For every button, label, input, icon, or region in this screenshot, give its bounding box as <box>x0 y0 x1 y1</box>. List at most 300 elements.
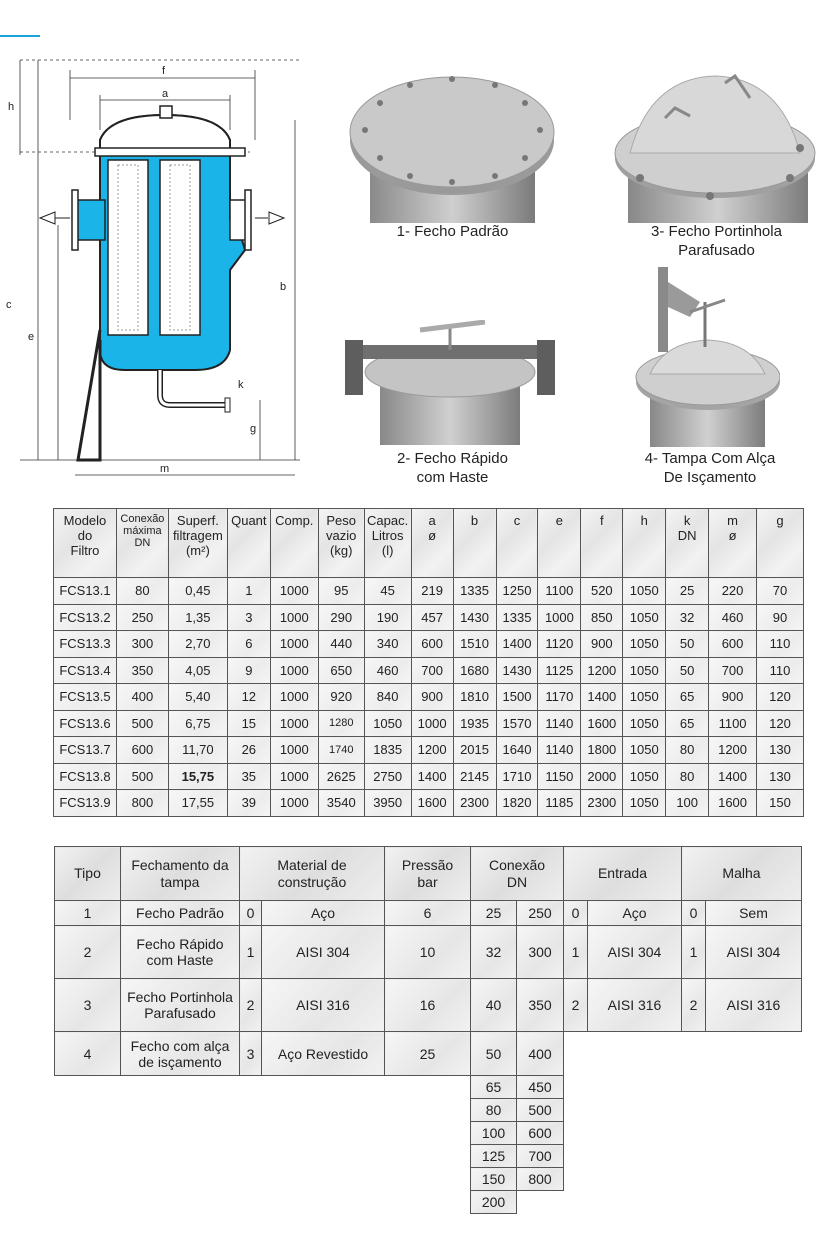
empty-cell <box>517 1191 564 1214</box>
table-cell: FCS13.2 <box>54 604 117 631</box>
dim-label-a: a <box>162 88 169 100</box>
empty-cell <box>240 1122 262 1145</box>
spec-header-cell: Superf. filtragem (m²) <box>168 509 227 578</box>
table-cell: 219 <box>411 578 453 605</box>
table-cell: 1050 <box>623 684 666 711</box>
spec-header-cell: m ø <box>709 509 757 578</box>
empty-cell <box>55 1191 121 1214</box>
table-cell: 700 <box>411 657 453 684</box>
table-cell: 350 <box>116 657 168 684</box>
material-name: Aço <box>262 901 385 926</box>
table-cell: FCS13.7 <box>54 737 117 764</box>
spec-header-cell: k DN <box>666 509 709 578</box>
table-cell: 650 <box>318 657 364 684</box>
table-row <box>55 1168 802 1191</box>
table-cell: 1500 <box>496 684 538 711</box>
dim-label-m: m <box>160 463 170 475</box>
entrada-code: 2 <box>564 979 588 1032</box>
table-cell: 300 <box>116 631 168 658</box>
empty-cell <box>121 1076 240 1099</box>
table-cell: 900 <box>709 684 757 711</box>
table-cell: 1000 <box>270 578 318 605</box>
table-cell: 1 <box>227 578 270 605</box>
spec-table <box>53 508 804 817</box>
tipo-code: 2 <box>55 926 121 979</box>
caption-fecho-padrao <box>345 222 560 241</box>
table-cell: 50 <box>666 631 709 658</box>
table-cell: 1000 <box>270 763 318 790</box>
table-cell: 1680 <box>453 657 496 684</box>
empty-cell <box>385 1145 471 1168</box>
table-cell: 1000 <box>270 790 318 817</box>
table-row <box>55 926 802 979</box>
table-cell: 2300 <box>581 790 623 817</box>
empty-cell <box>55 1168 121 1191</box>
material-code: 3 <box>240 1032 262 1076</box>
conexao-value: 65 <box>471 1076 517 1099</box>
table-cell: 1600 <box>581 710 623 737</box>
table-cell: 1000 <box>411 710 453 737</box>
conexao-value: 450 <box>517 1076 564 1099</box>
table-cell: 1140 <box>538 710 581 737</box>
table-cell: 1000 <box>538 604 581 631</box>
caption-line: 1- Fecho Padrão <box>396 223 509 240</box>
empty-cell <box>682 1122 706 1145</box>
table-cell: 1810 <box>453 684 496 711</box>
table-cell: 920 <box>318 684 364 711</box>
table-cell: 1000 <box>270 631 318 658</box>
table-cell: 1050 <box>364 710 411 737</box>
empty-cell <box>262 1099 385 1122</box>
table-cell: 1400 <box>709 763 757 790</box>
empty-cell <box>564 1099 588 1122</box>
empty-cell <box>240 1099 262 1122</box>
table-cell: 32 <box>666 604 709 631</box>
table-cell: 400 <box>116 684 168 711</box>
conexao-value: 600 <box>517 1122 564 1145</box>
table-row <box>55 1032 802 1076</box>
tipo-fechamento: Fecho Rápido com Haste <box>121 926 240 979</box>
tipo-fechamento: Fecho Portinhola Parafusado <box>121 979 240 1032</box>
entrada-name: AISI 316 <box>588 979 682 1032</box>
pressao-value: 25 <box>385 1032 471 1076</box>
caption-line: 3- Fecho Portinhola <box>651 223 782 240</box>
empty-cell <box>385 1191 471 1214</box>
empty-cell <box>385 1168 471 1191</box>
table-row <box>55 979 802 1032</box>
table-cell: 1400 <box>496 631 538 658</box>
table-cell: 1100 <box>709 710 757 737</box>
table-cell: 1820 <box>496 790 538 817</box>
table-cell: 1935 <box>453 710 496 737</box>
table-cell: FCS13.6 <box>54 710 117 737</box>
code-header-fechamento: Fechamento da tampa <box>121 847 240 901</box>
empty-cell <box>121 1099 240 1122</box>
table-row <box>54 790 804 817</box>
spec-header-cell: Modelo do Filtro <box>54 509 117 578</box>
conexao-value: 700 <box>517 1145 564 1168</box>
empty-cell <box>564 1145 588 1168</box>
empty-cell <box>55 1099 121 1122</box>
table-cell: 110 <box>757 657 804 684</box>
table-cell: 500 <box>116 763 168 790</box>
empty-cell <box>240 1168 262 1191</box>
empty-cell <box>121 1122 240 1145</box>
spec-header-cell: f <box>581 509 623 578</box>
table-cell: 900 <box>411 684 453 711</box>
tipo-code: 1 <box>55 901 121 926</box>
empty-cell <box>55 1122 121 1145</box>
entrada-code: 0 <box>564 901 588 926</box>
code-table <box>54 846 802 1214</box>
table-cell: 600 <box>709 631 757 658</box>
table-cell: FCS13.5 <box>54 684 117 711</box>
empty-cell <box>682 1191 706 1214</box>
code-header-pressao: Pressão bar <box>385 847 471 901</box>
table-cell: 440 <box>318 631 364 658</box>
pressao-value: 10 <box>385 926 471 979</box>
table-cell: 120 <box>757 710 804 737</box>
table-cell: 220 <box>709 578 757 605</box>
table-cell: 5,40 <box>168 684 227 711</box>
table-cell: 700 <box>709 657 757 684</box>
table-cell: 1710 <box>496 763 538 790</box>
dim-label-c: c <box>6 299 12 311</box>
table-cell: 1050 <box>623 657 666 684</box>
material-code: 2 <box>240 979 262 1032</box>
table-cell: 2625 <box>318 763 364 790</box>
table-cell: 1640 <box>496 737 538 764</box>
table-row <box>55 1076 802 1099</box>
table-cell: 1185 <box>538 790 581 817</box>
table-cell: 290 <box>318 604 364 631</box>
spec-table-body <box>54 578 804 817</box>
pressao-value: 6 <box>385 901 471 926</box>
empty-cell <box>588 1032 682 1076</box>
spec-header-cell: Peso vazio (kg) <box>318 509 364 578</box>
spec-header-cell: h <box>623 509 666 578</box>
conexao-value: 40 <box>471 979 517 1032</box>
table-cell: 3950 <box>364 790 411 817</box>
table-cell: 340 <box>364 631 411 658</box>
table-cell: 6,75 <box>168 710 227 737</box>
table-cell: 190 <box>364 604 411 631</box>
conexao-value: 100 <box>471 1122 517 1145</box>
conexao-value: 80 <box>471 1099 517 1122</box>
table-row <box>55 901 802 926</box>
table-cell: 500 <box>116 710 168 737</box>
empty-cell <box>121 1168 240 1191</box>
table-row <box>54 763 804 790</box>
table-cell: 1570 <box>496 710 538 737</box>
table-cell: 1170 <box>538 684 581 711</box>
material-name: AISI 316 <box>262 979 385 1032</box>
malha-name: AISI 304 <box>706 926 802 979</box>
spec-header-cell: Capac. Litros (l) <box>364 509 411 578</box>
table-cell: 1800 <box>581 737 623 764</box>
table-cell: 1430 <box>496 657 538 684</box>
table-cell: 25 <box>666 578 709 605</box>
table-cell: 2015 <box>453 737 496 764</box>
empty-cell <box>682 1145 706 1168</box>
empty-cell <box>564 1032 588 1076</box>
conexao-value: 32 <box>471 926 517 979</box>
table-cell: 150 <box>757 790 804 817</box>
table-cell: 95 <box>318 578 364 605</box>
material-name: AISI 304 <box>262 926 385 979</box>
dim-label-g: g <box>250 423 257 435</box>
table-cell: 2,70 <box>168 631 227 658</box>
table-cell: 460 <box>709 604 757 631</box>
caption-line: Parafusado <box>678 242 755 259</box>
table-cell: 100 <box>666 790 709 817</box>
empty-cell <box>262 1191 385 1214</box>
empty-cell <box>240 1145 262 1168</box>
image-fecho-portinhola <box>610 68 823 223</box>
conexao-value: 800 <box>517 1168 564 1191</box>
empty-cell <box>262 1145 385 1168</box>
table-cell: 2000 <box>581 763 623 790</box>
table-cell: 1000 <box>270 710 318 737</box>
table-cell: FCS13.1 <box>54 578 117 605</box>
table-cell: FCS13.8 <box>54 763 117 790</box>
table-cell: 1000 <box>270 657 318 684</box>
tipo-code: 4 <box>55 1032 121 1076</box>
table-cell: 17,55 <box>168 790 227 817</box>
table-cell: 4,05 <box>168 657 227 684</box>
empty-cell <box>385 1099 471 1122</box>
code-header-entrada: Entrada <box>564 847 682 901</box>
table-cell: 250 <box>116 604 168 631</box>
table-cell: 80 <box>666 737 709 764</box>
table-row <box>55 1099 802 1122</box>
empty-cell <box>588 1076 682 1099</box>
code-header-conexao: Conexão DN <box>471 847 564 901</box>
empty-cell <box>385 1076 471 1099</box>
conexao-value: 150 <box>471 1168 517 1191</box>
spec-header-cell: Conexão máxima DN <box>116 509 168 578</box>
conexao-value: 300 <box>517 926 564 979</box>
caption-tampa-alca <box>610 449 810 487</box>
empty-cell <box>262 1076 385 1099</box>
entrada-name: AISI 304 <box>588 926 682 979</box>
pressao-value: 16 <box>385 979 471 1032</box>
spec-header-cell: c <box>496 509 538 578</box>
image-fecho-padrao <box>345 68 560 223</box>
table-cell: 80 <box>116 578 168 605</box>
caption-fecho-rapido <box>345 449 560 487</box>
table-cell: 1000 <box>270 684 318 711</box>
table-cell: 26 <box>227 737 270 764</box>
spec-header-cell: Quant <box>227 509 270 578</box>
table-cell: 1000 <box>270 604 318 631</box>
tipo-fechamento: Fecho com alça de isçamento <box>121 1032 240 1076</box>
table-cell: 1510 <box>453 631 496 658</box>
image-fecho-rapido <box>345 320 560 445</box>
table-cell: 2145 <box>453 763 496 790</box>
table-row <box>54 631 804 658</box>
table-row <box>54 737 804 764</box>
table-cell: 1740 <box>318 737 364 764</box>
table-row <box>54 657 804 684</box>
entrada-name: Aço <box>588 901 682 926</box>
conexao-value: 350 <box>517 979 564 1032</box>
table-cell: 1050 <box>623 710 666 737</box>
code-header-material: Material de construção <box>240 847 385 901</box>
table-cell: 12 <box>227 684 270 711</box>
table-cell: 2750 <box>364 763 411 790</box>
conexao-value: 250 <box>517 901 564 926</box>
table-cell: 120 <box>757 684 804 711</box>
empty-cell <box>588 1122 682 1145</box>
empty-cell <box>706 1122 802 1145</box>
empty-cell <box>55 1076 121 1099</box>
empty-cell <box>706 1145 802 1168</box>
spec-table-header <box>54 509 804 578</box>
table-row <box>55 1122 802 1145</box>
table-cell: 1000 <box>270 737 318 764</box>
empty-cell <box>240 1076 262 1099</box>
table-cell: 1400 <box>581 684 623 711</box>
table-cell: 1400 <box>411 763 453 790</box>
table-cell: 1200 <box>581 657 623 684</box>
caption-line: 4- Tampa Com Alça <box>644 450 776 467</box>
table-cell: 1250 <box>496 578 538 605</box>
table-cell: 3 <box>227 604 270 631</box>
table-cell: FCS13.3 <box>54 631 117 658</box>
table-cell: 1050 <box>623 737 666 764</box>
caption-line: 2- Fecho Rápido <box>397 450 508 467</box>
empty-cell <box>262 1168 385 1191</box>
table-cell: 1335 <box>496 604 538 631</box>
table-cell: 600 <box>116 737 168 764</box>
empty-cell <box>682 1168 706 1191</box>
table-cell: 1335 <box>453 578 496 605</box>
code-header-malha: Malha <box>682 847 802 901</box>
table-cell: 2300 <box>453 790 496 817</box>
table-cell: 130 <box>757 763 804 790</box>
header-accent-line <box>0 35 40 37</box>
table-cell: 600 <box>411 631 453 658</box>
code-header-tipo: Tipo <box>55 847 121 901</box>
table-cell: 850 <box>581 604 623 631</box>
malha-name: AISI 316 <box>706 979 802 1032</box>
conexao-value: 200 <box>471 1191 517 1214</box>
material-code: 1 <box>240 926 262 979</box>
empty-cell <box>706 1032 802 1076</box>
table-cell: 1835 <box>364 737 411 764</box>
spec-header-cell: e <box>538 509 581 578</box>
table-cell: FCS13.9 <box>54 790 117 817</box>
table-cell: 1050 <box>623 631 666 658</box>
table-row <box>55 1145 802 1168</box>
malha-code: 1 <box>682 926 706 979</box>
table-cell: 39 <box>227 790 270 817</box>
empty-cell <box>588 1168 682 1191</box>
tipo-code: 3 <box>55 979 121 1032</box>
caption-line: De Isçamento <box>663 469 757 486</box>
empty-cell <box>385 1122 471 1145</box>
conexao-value: 400 <box>517 1032 564 1076</box>
empty-cell <box>121 1191 240 1214</box>
table-row <box>54 578 804 605</box>
table-cell: 1050 <box>623 790 666 817</box>
conexao-value: 25 <box>471 901 517 926</box>
table-cell: 3540 <box>318 790 364 817</box>
table-cell: 1120 <box>538 631 581 658</box>
table-cell: 15,75 <box>168 763 227 790</box>
table-cell: 90 <box>757 604 804 631</box>
table-cell: 457 <box>411 604 453 631</box>
table-cell: 130 <box>757 737 804 764</box>
table-row <box>54 710 804 737</box>
empty-cell <box>564 1122 588 1145</box>
empty-cell <box>682 1032 706 1076</box>
dim-label-f: f <box>162 65 166 77</box>
table-cell: 1600 <box>411 790 453 817</box>
table-cell: 1600 <box>709 790 757 817</box>
table-cell: 45 <box>364 578 411 605</box>
dim-label-b: b <box>280 281 287 293</box>
conexao-value: 50 <box>471 1032 517 1076</box>
code-header-row <box>55 847 802 901</box>
table-cell: 1140 <box>538 737 581 764</box>
table-cell: 9 <box>227 657 270 684</box>
material-name: Aço Revestido <box>262 1032 385 1076</box>
table-cell: 1430 <box>453 604 496 631</box>
caption-line: com Haste <box>416 469 489 486</box>
table-cell: 1200 <box>709 737 757 764</box>
table-cell: 800 <box>116 790 168 817</box>
table-row <box>54 604 804 631</box>
spec-header-cell: g <box>757 509 804 578</box>
table-cell: 520 <box>581 578 623 605</box>
table-cell: 1,35 <box>168 604 227 631</box>
empty-cell <box>706 1076 802 1099</box>
table-cell: 840 <box>364 684 411 711</box>
empty-cell <box>706 1099 802 1122</box>
empty-cell <box>706 1168 802 1191</box>
empty-cell <box>588 1145 682 1168</box>
table-cell: 11,70 <box>168 737 227 764</box>
dim-label-k: k <box>238 379 244 391</box>
table-cell: 80 <box>666 763 709 790</box>
malha-code: 2 <box>682 979 706 1032</box>
table-cell: 1050 <box>623 578 666 605</box>
conexao-value: 125 <box>471 1145 517 1168</box>
table-cell: 50 <box>666 657 709 684</box>
material-code: 0 <box>240 901 262 926</box>
table-cell: 1150 <box>538 763 581 790</box>
table-cell: 900 <box>581 631 623 658</box>
empty-cell <box>588 1191 682 1214</box>
table-cell: 15 <box>227 710 270 737</box>
empty-cell <box>682 1099 706 1122</box>
table-cell: 1050 <box>623 604 666 631</box>
table-row <box>54 684 804 711</box>
table-cell: 1050 <box>623 763 666 790</box>
spec-header-cell: a ø <box>411 509 453 578</box>
empty-cell <box>121 1145 240 1168</box>
empty-cell <box>564 1191 588 1214</box>
table-cell: 1125 <box>538 657 581 684</box>
spec-header-cell: b <box>453 509 496 578</box>
table-cell: 65 <box>666 710 709 737</box>
empty-cell <box>262 1122 385 1145</box>
empty-cell <box>682 1076 706 1099</box>
table-cell: 110 <box>757 631 804 658</box>
spec-header-cell: Comp. <box>270 509 318 578</box>
